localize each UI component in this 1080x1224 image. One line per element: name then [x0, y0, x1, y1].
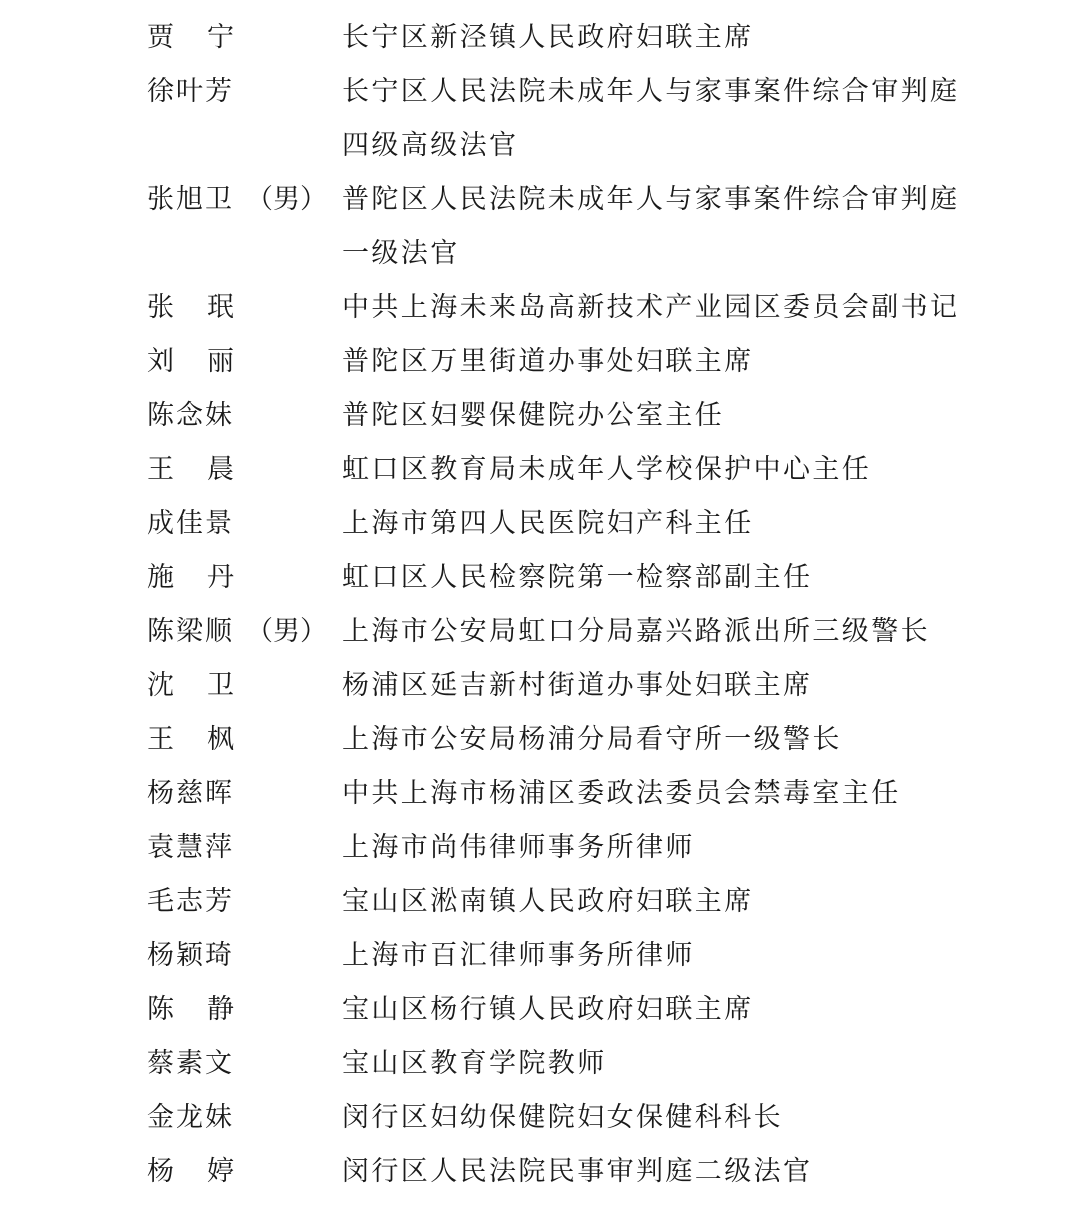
position-title	[342, 173, 1080, 281]
list-item	[0, 11, 1080, 65]
position-title	[342, 389, 1080, 443]
position-title	[342, 551, 1080, 605]
member-list	[0, 11, 1080, 1199]
position-title-line: 长宁区人民法院未成年人与家事案件综合审判庭	[342, 76, 960, 107]
position-title-line: 上海市第四人民医院妇产科主任	[342, 508, 754, 539]
person-name-part: 丹	[207, 562, 234, 593]
position-title	[342, 443, 1080, 497]
position-title	[342, 659, 1080, 713]
person-name-part: 王	[147, 724, 174, 755]
person-name-part: 徐叶芳	[147, 76, 234, 107]
list-item	[0, 713, 1080, 767]
person-name-part: 枫	[207, 724, 234, 755]
position-title-line: 宝山区教育学院教师	[342, 1048, 607, 1079]
person-name	[147, 929, 234, 983]
list-item	[0, 173, 1080, 281]
person-name	[147, 983, 234, 1037]
person-name-part: 袁慧萍	[147, 832, 234, 863]
person-name-part: 蔡素文	[147, 1048, 234, 1079]
position-title-line: 杨浦区延吉新村街道办事处妇联主席	[342, 670, 813, 701]
person-name	[147, 875, 234, 929]
position-title	[342, 713, 1080, 767]
position-title-line: 上海市公安局杨浦分局看守所一级警长	[342, 724, 842, 755]
position-title-line: 上海市百汇律师事务所律师	[342, 940, 695, 971]
person-name-part: 杨	[147, 1156, 174, 1187]
person-name-part: 王	[147, 454, 174, 485]
person-name-part: 张旭卫	[147, 184, 234, 215]
person-name-part: 张	[147, 292, 174, 323]
position-title-line: 上海市尚伟律师事务所律师	[342, 832, 695, 863]
person-name-part: 陈梁顺	[147, 616, 234, 647]
list-item	[0, 983, 1080, 1037]
list-item	[0, 443, 1080, 497]
position-title-line: 四级高级法官	[342, 130, 519, 161]
list-item	[0, 659, 1080, 713]
list-item	[0, 1145, 1080, 1199]
gender-note: （男）	[246, 184, 327, 215]
person-name-part: 杨慈晖	[147, 778, 234, 809]
person-name	[147, 713, 234, 767]
list-item	[0, 929, 1080, 983]
person-name-part: 晨	[207, 454, 234, 485]
position-title-line: 上海市公安局虹口分局嘉兴路派出所三级警长	[342, 616, 930, 647]
list-item	[0, 767, 1080, 821]
person-name-part: 施	[147, 562, 174, 593]
list-item	[0, 389, 1080, 443]
position-title	[342, 281, 1080, 335]
position-title	[342, 605, 1080, 659]
list-item	[0, 821, 1080, 875]
person-name	[147, 335, 234, 389]
position-title	[342, 929, 1080, 983]
position-title	[342, 1145, 1080, 1199]
person-name	[147, 1145, 234, 1199]
position-title-line: 一级法官	[342, 238, 460, 269]
person-name-part: 陈	[147, 994, 174, 1025]
position-title-line: 闵行区人民法院民事审判庭二级法官	[342, 1156, 813, 1187]
position-title	[342, 767, 1080, 821]
person-name-part: 毛志芳	[147, 886, 234, 917]
position-title	[342, 335, 1080, 389]
position-title-line: 中共上海市杨浦区委政法委员会禁毒室主任	[342, 778, 901, 809]
position-title-line: 虹口区人民检察院第一检察部副主任	[342, 562, 813, 593]
person-name-part: 宁	[207, 22, 234, 53]
list-item	[0, 65, 1080, 173]
person-name	[147, 497, 234, 551]
person-name-part: 静	[207, 994, 234, 1025]
position-title-line: 中共上海未来岛高新技术产业园区委员会副书记	[342, 292, 960, 323]
person-name-part: 杨颖琦	[147, 940, 234, 971]
list-item	[0, 497, 1080, 551]
person-name	[147, 821, 234, 875]
position-title	[342, 65, 1080, 173]
person-name	[147, 551, 234, 605]
person-name	[147, 605, 234, 659]
person-name-part: 成佳景	[147, 508, 234, 539]
person-name-part: 婷	[207, 1156, 234, 1187]
list-item	[0, 1091, 1080, 1145]
person-name	[147, 1091, 234, 1145]
position-title-line: 宝山区淞南镇人民政府妇联主席	[342, 886, 754, 917]
position-title	[342, 875, 1080, 929]
position-title	[342, 1091, 1080, 1145]
position-title-line: 普陀区万里街道办事处妇联主席	[342, 346, 754, 377]
person-name-part: 金龙妹	[147, 1102, 234, 1133]
person-name	[147, 443, 234, 497]
person-name-part: 丽	[207, 346, 234, 377]
person-name	[147, 659, 234, 713]
position-title-line: 闵行区妇幼保健院妇女保健科科长	[342, 1102, 783, 1133]
person-name	[147, 767, 234, 821]
gender-note: （男）	[246, 616, 327, 647]
position-title-line: 普陀区妇婴保健院办公室主任	[342, 400, 725, 431]
person-name-part: 卫	[207, 670, 234, 701]
person-name	[147, 281, 234, 335]
position-title-line: 长宁区新泾镇人民政府妇联主席	[342, 22, 754, 53]
list-item	[0, 605, 1080, 659]
list-item	[0, 875, 1080, 929]
position-title-line: 虹口区教育局未成年人学校保护中心主任	[342, 454, 872, 485]
person-name-part: 贾	[147, 22, 174, 53]
position-title-line: 普陀区人民法院未成年人与家事案件综合审判庭	[342, 184, 960, 215]
position-title-line: 宝山区杨行镇人民政府妇联主席	[342, 994, 754, 1025]
person-name	[147, 65, 234, 119]
position-title	[342, 497, 1080, 551]
position-title	[342, 1037, 1080, 1091]
person-name-part: 珉	[207, 292, 234, 323]
person-name-part: 刘	[147, 346, 174, 377]
list-item	[0, 281, 1080, 335]
person-name-part: 陈念妹	[147, 400, 234, 431]
person-name	[147, 11, 234, 65]
person-name-part: 沈	[147, 670, 174, 701]
person-name	[147, 389, 234, 443]
position-title	[342, 821, 1080, 875]
list-item	[0, 551, 1080, 605]
person-name	[147, 1037, 234, 1091]
list-item	[0, 335, 1080, 389]
position-title	[342, 11, 1080, 65]
list-item	[0, 1037, 1080, 1091]
position-title	[342, 983, 1080, 1037]
person-name	[147, 173, 234, 227]
